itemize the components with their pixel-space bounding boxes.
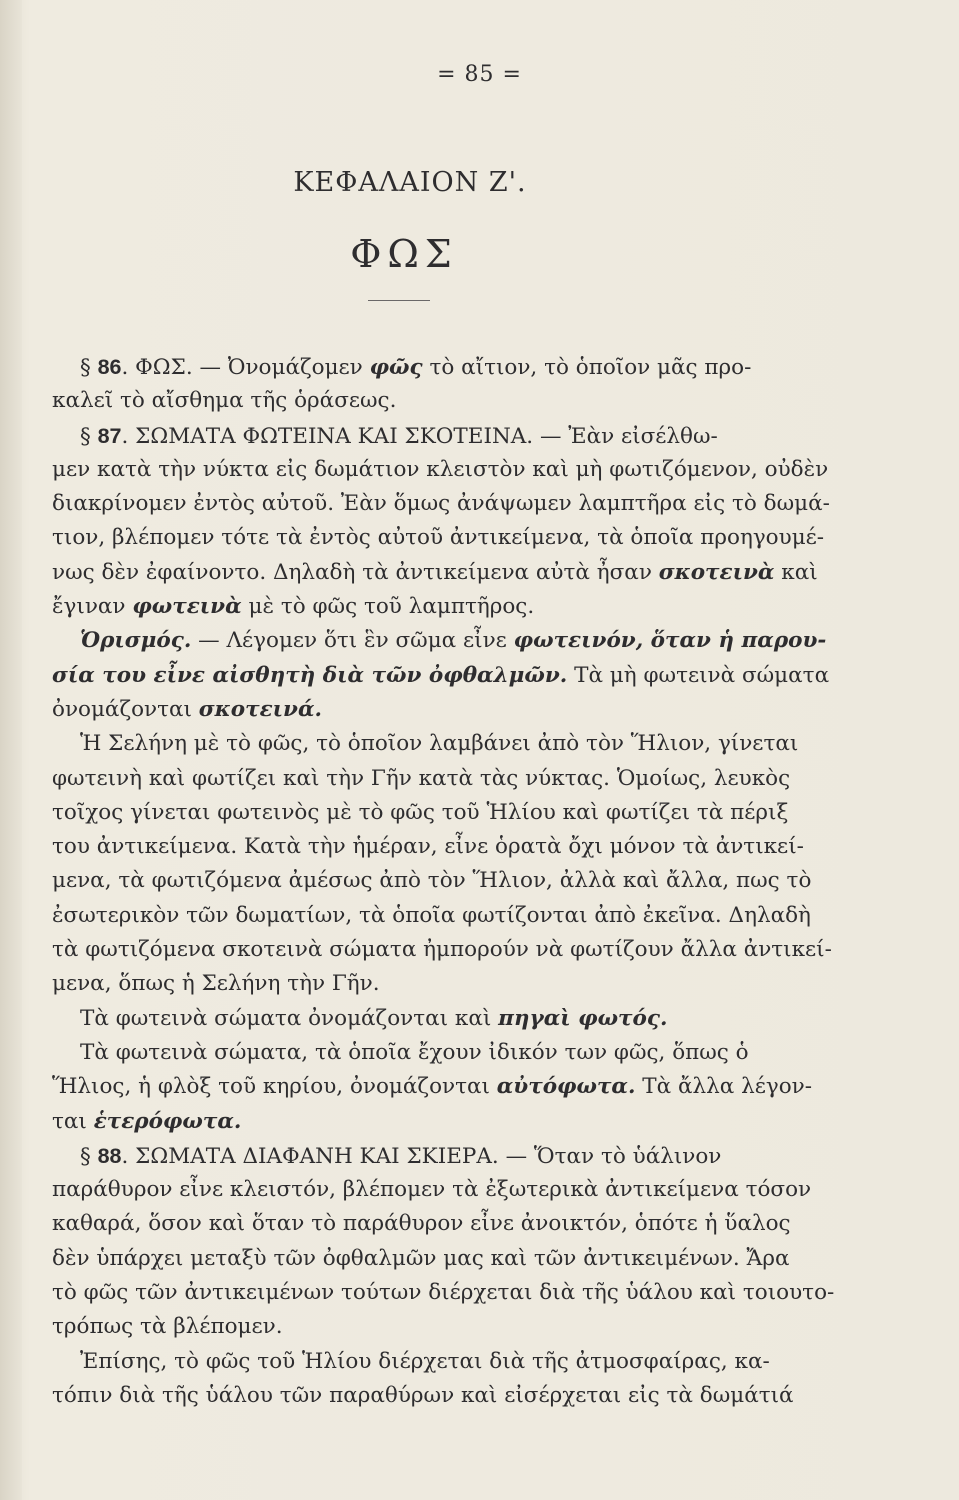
text-line: Ἡ Σελήνη μὲ τὸ φῶς, τὸ ὁποῖον λαμβάνει ἀπὸ τὸν Ἥλιον, γίνεται <box>80 731 799 757</box>
text-line: Ὁρισμός. — Λέγομεν ὅτι ἓν σῶμα εἶνε φωτεινόν, ὅταν ἡ παρου- <box>80 628 827 654</box>
text-line: ὀνομάζονται σκοτεινά. <box>52 696 322 722</box>
text-line: νως δὲν ἐφαίνοντο. Δηλαδὴ τὰ ἀντικείμενα αὐτὰ ἦσαν σκοτεινὰ καὶ <box>52 559 818 585</box>
text-line: τιον, βλέπομεν τότε τὰ ἐντὸς αὐτοῦ ἀντικείμενα, τὰ ὁποῖα προηγουμέ- <box>52 525 825 551</box>
text-line: τοῖχος γίνεται φωτεινὸς μὲ τὸ φῶς τοῦ Ἡλίου καὶ φωτίζει τὰ πέριξ <box>52 799 789 825</box>
text-line: τρόπως τὰ βλέπομεν. <box>52 1314 283 1340</box>
text-line: ἐσωτερικὸν τῶν δωματίων, τὰ ὁποῖα φωτίζονται ἀπὸ ἐκεῖνα. Δηλαδὴ <box>52 902 811 928</box>
text-line: Τὰ φωτεινὰ σώματα ὀνομάζονται καὶ πηγαὶ φωτός. <box>80 1005 668 1031</box>
title-divider <box>368 300 430 301</box>
text-line: τόπιν διὰ τῆς ὑάλου τῶν παραθύρων καὶ εἰσέρχεται εἰς τὰ δωμάτιά <box>52 1382 794 1408</box>
text-line: Ἥλιος, ἡ φλὸξ τοῦ κηρίου, ὀνομάζονται αὐτόφωτα. Τὰ ἄλλα λέγον- <box>52 1074 813 1100</box>
body-text <box>52 350 835 1413</box>
text-line: Τὰ φωτεινὰ σώματα, τὰ ὁποῖα ἔχουν ἰδικόν των φῶς, ὅπως ὁ <box>80 1039 749 1065</box>
text-line: τὰ φωτιζόμενα σκοτεινὰ σώματα ἠμπορούν νὰ φωτίζουν ἄλλα ἀντικεί- <box>52 937 832 963</box>
text-line: δὲν ὑπάρχει μεταξὺ τῶν ὀφθαλμῶν μας καὶ τῶν ἀντικειμένων. Ἄρα <box>52 1245 790 1271</box>
page-number: = 85 = <box>437 62 522 87</box>
text-line: μεν κατὰ τὴν νύκτα εἰς δωμάτιον κλειστὸν καὶ μὴ φωτιζόμενον, οὐδὲν <box>52 456 829 482</box>
page-binding-edge <box>0 0 22 1500</box>
text-line: § 86. ΦΩΣ. — Ὀνομάζομεν φῶς τὸ αἴτιον, τὸ ὁποῖον μᾶς προ- <box>80 355 752 380</box>
chapter-heading: ΚΕΦΑΛΑΙΟΝ Ζ'. <box>293 167 527 198</box>
text-line: τὸ φῶς τῶν ἀντικειμένων τούτων διέρχεται διὰ τῆς ὑάλου καὶ τοιουτο- <box>52 1280 835 1306</box>
text-line: ται ἑτερόφωτα. <box>52 1108 242 1134</box>
text-line: φωτεινὴ καὶ φωτίζει καὶ τὴν Γῆν κατὰ τὰς νύκτας. Ὁμοίως, λευκὸς <box>52 765 791 791</box>
text-line: μενα, ὅπως ἡ Σελήνη τὴν Γῆν. <box>52 971 380 997</box>
text-line: παράθυρον εἶνε κλειστόν, βλέπομεν τὰ ἐξωτερικὰ ἀντικείμενα τόσον <box>52 1177 812 1203</box>
text-line: καθαρά, ὅσον καὶ ὅταν τὸ παράθυρον εἶνε ἀνοικτόν, ὁπότε ἡ ὕαλος <box>52 1211 791 1237</box>
text-line: § 87. ΣΩΜΑΤΑ ΦΩΤΕΙΝΑ ΚΑΙ ΣΚΟΤΕΙΝΑ. — Ἐὰν εἰσέλθω- <box>80 423 718 449</box>
text-line: § 88. ΣΩΜΑΤΑ ΔΙΑΦΑΝΗ ΚΑΙ ΣΚΙΕΡΑ. — Ὅταν τὸ ὑάλινον <box>80 1143 722 1169</box>
chapter-title: ΦΩΣ <box>350 232 458 276</box>
text-line: του ἀντικείμενα. Κατὰ τὴν ἡμέραν, εἶνε ὁρατὰ ὄχι μόνον τὰ ἀντικεί- <box>52 834 804 860</box>
text-line: καλεῖ τὸ αἴσθημα τῆς ὁράσεως. <box>52 388 397 414</box>
text-line: Ἐπίσης, τὸ φῶς τοῦ Ἡλίου διέρχεται διὰ τῆς ἀτμοσφαίρας, κα- <box>80 1348 770 1374</box>
text-line: σία του εἶνε αἰσθητὴ διὰ τῶν ὀφθαλμῶν. Τὰ μὴ φωτεινὰ σώματα <box>52 662 830 688</box>
text-line: διακρίνομεν ἐντὸς αὐτοῦ. Ἐὰν ὅμως ἀνάψωμεν λαμπτῆρα εἰς τὸ δωμά- <box>52 491 830 517</box>
text-line: ἔγιναν φωτεινὰ μὲ τὸ φῶς τοῦ λαμπτῆρος. <box>52 594 535 620</box>
text-line: μενα, τὰ φωτιζόμενα ἀμέσως ἀπὸ τὸν Ἥλιον, ἀλλὰ καὶ ἄλλα, πως τὸ <box>52 868 812 894</box>
